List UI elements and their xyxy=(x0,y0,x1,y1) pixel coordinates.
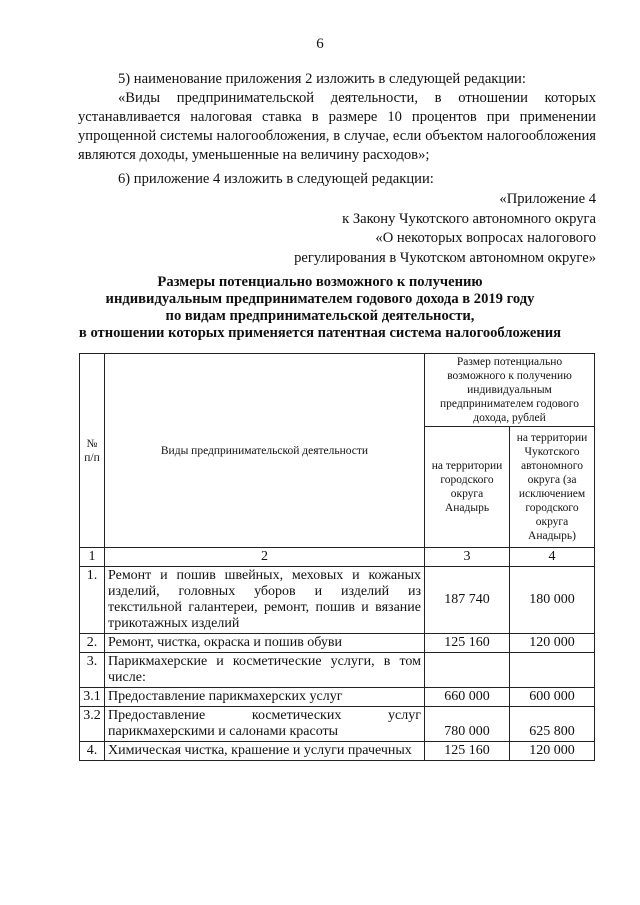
table-header-row xyxy=(80,354,595,427)
row-chukotka-value: 625 800 xyxy=(510,707,595,742)
amendment-5-block xyxy=(78,70,596,165)
row-activity: Химическая чистка, крашение и услуги прачечных xyxy=(105,742,425,761)
row-anadyr-value: 125 160 xyxy=(425,742,510,761)
appendix-line-4: регулирования в Чукотском автономном округе» xyxy=(294,249,596,266)
row-activity: Ремонт, чистка, окраска и пошив обуви xyxy=(105,634,425,653)
index-cell: 4 xyxy=(510,548,595,567)
income-table xyxy=(79,353,595,761)
table-title xyxy=(40,274,600,342)
row-number: 1. xyxy=(80,567,105,634)
row-activity: Предоставление косметических услуг парикмахерскими и салонами красоты xyxy=(105,707,425,742)
row-number: 3. xyxy=(80,653,105,688)
table-row xyxy=(80,688,595,707)
amendment-6-block xyxy=(78,170,596,189)
row-chukotka-value: 120 000 xyxy=(510,634,595,653)
index-cell: 1 xyxy=(80,548,105,567)
row-activity: Ремонт и пошив швейных, меховых и кожаных изделий, головных уборов и изделий из текстильной галантереи, ремонт, пошив и вязание трикотажных изделий xyxy=(105,567,425,634)
paragraph-appendix-2-name: «Виды предпринимательской деятельности, в отношении которых устанавливается налоговая ставка в размере 10 процентов при применении упрощенной системы налогообложения, в случае, если объектом налогообложения являются доходы, уменьшенные на величину расходов»; xyxy=(78,90,596,163)
row-chukotka-value: 120 000 xyxy=(510,742,595,761)
appendix-line-1: «Приложение 4 xyxy=(499,191,596,207)
row-number: 2. xyxy=(80,634,105,653)
table-row xyxy=(80,742,595,761)
table-title-line-4: в отношении которых применяется патентная система налогообложения xyxy=(78,325,562,341)
table-title-line-1: Размеры потенциально возможного к получению xyxy=(157,274,483,290)
row-anadyr-value xyxy=(425,653,510,688)
table-index-row xyxy=(80,548,595,567)
row-anadyr-value: 187 740 xyxy=(425,567,510,634)
paragraph-item-5: 5) наименование приложения 2 изложить в следующей редакции: xyxy=(118,71,526,87)
index-cell: 3 xyxy=(425,548,510,567)
table-row xyxy=(80,653,595,688)
page-number: 6 xyxy=(316,36,324,52)
row-anadyr-value: 125 160 xyxy=(425,634,510,653)
row-chukotka-value xyxy=(510,653,595,688)
row-activity: Парикмахерские и косметические услуги, в том числе: xyxy=(105,653,425,688)
header-chukotka: на территории Чукотского автономного округа (за исключением городского округа Анадырь) xyxy=(510,427,595,548)
index-cell: 2 xyxy=(105,548,425,567)
table-row xyxy=(80,634,595,653)
row-anadyr-value: 660 000 xyxy=(425,688,510,707)
appendix-line-2: к Закону Чукотского автономного округа xyxy=(342,210,596,227)
table-title-line-2: индивидуальным предпринимателем годового дохода в 2019 году xyxy=(105,291,535,307)
header-activity: Виды предпринимательской деятельности xyxy=(105,354,425,548)
header-number: № п/п xyxy=(80,354,105,548)
table-title-line-3: по видам предпринимательской деятельности, xyxy=(165,308,475,324)
row-number: 3.1 xyxy=(80,688,105,707)
row-number: 3.2 xyxy=(80,707,105,742)
appendix-line-3: «О некоторых вопросах налогового xyxy=(375,230,596,246)
row-activity: Предоставление парикмахерских услуг xyxy=(105,688,425,707)
header-anadyr: на территории городского округа Анадырь xyxy=(425,427,510,548)
appendix-heading xyxy=(294,190,596,268)
header-income-size: Размер потенциально возможного к получению индивидуальным предпринимателем годового дохода, рублей xyxy=(425,354,595,427)
paragraph-item-6: 6) приложение 4 изложить в следующей редакции: xyxy=(118,171,434,187)
row-chukotka-value: 600 000 xyxy=(510,688,595,707)
row-chukotka-value: 180 000 xyxy=(510,567,595,634)
table-row xyxy=(80,707,595,742)
row-number: 4. xyxy=(80,742,105,761)
table-row xyxy=(80,567,595,634)
row-anadyr-value: 780 000 xyxy=(425,707,510,742)
